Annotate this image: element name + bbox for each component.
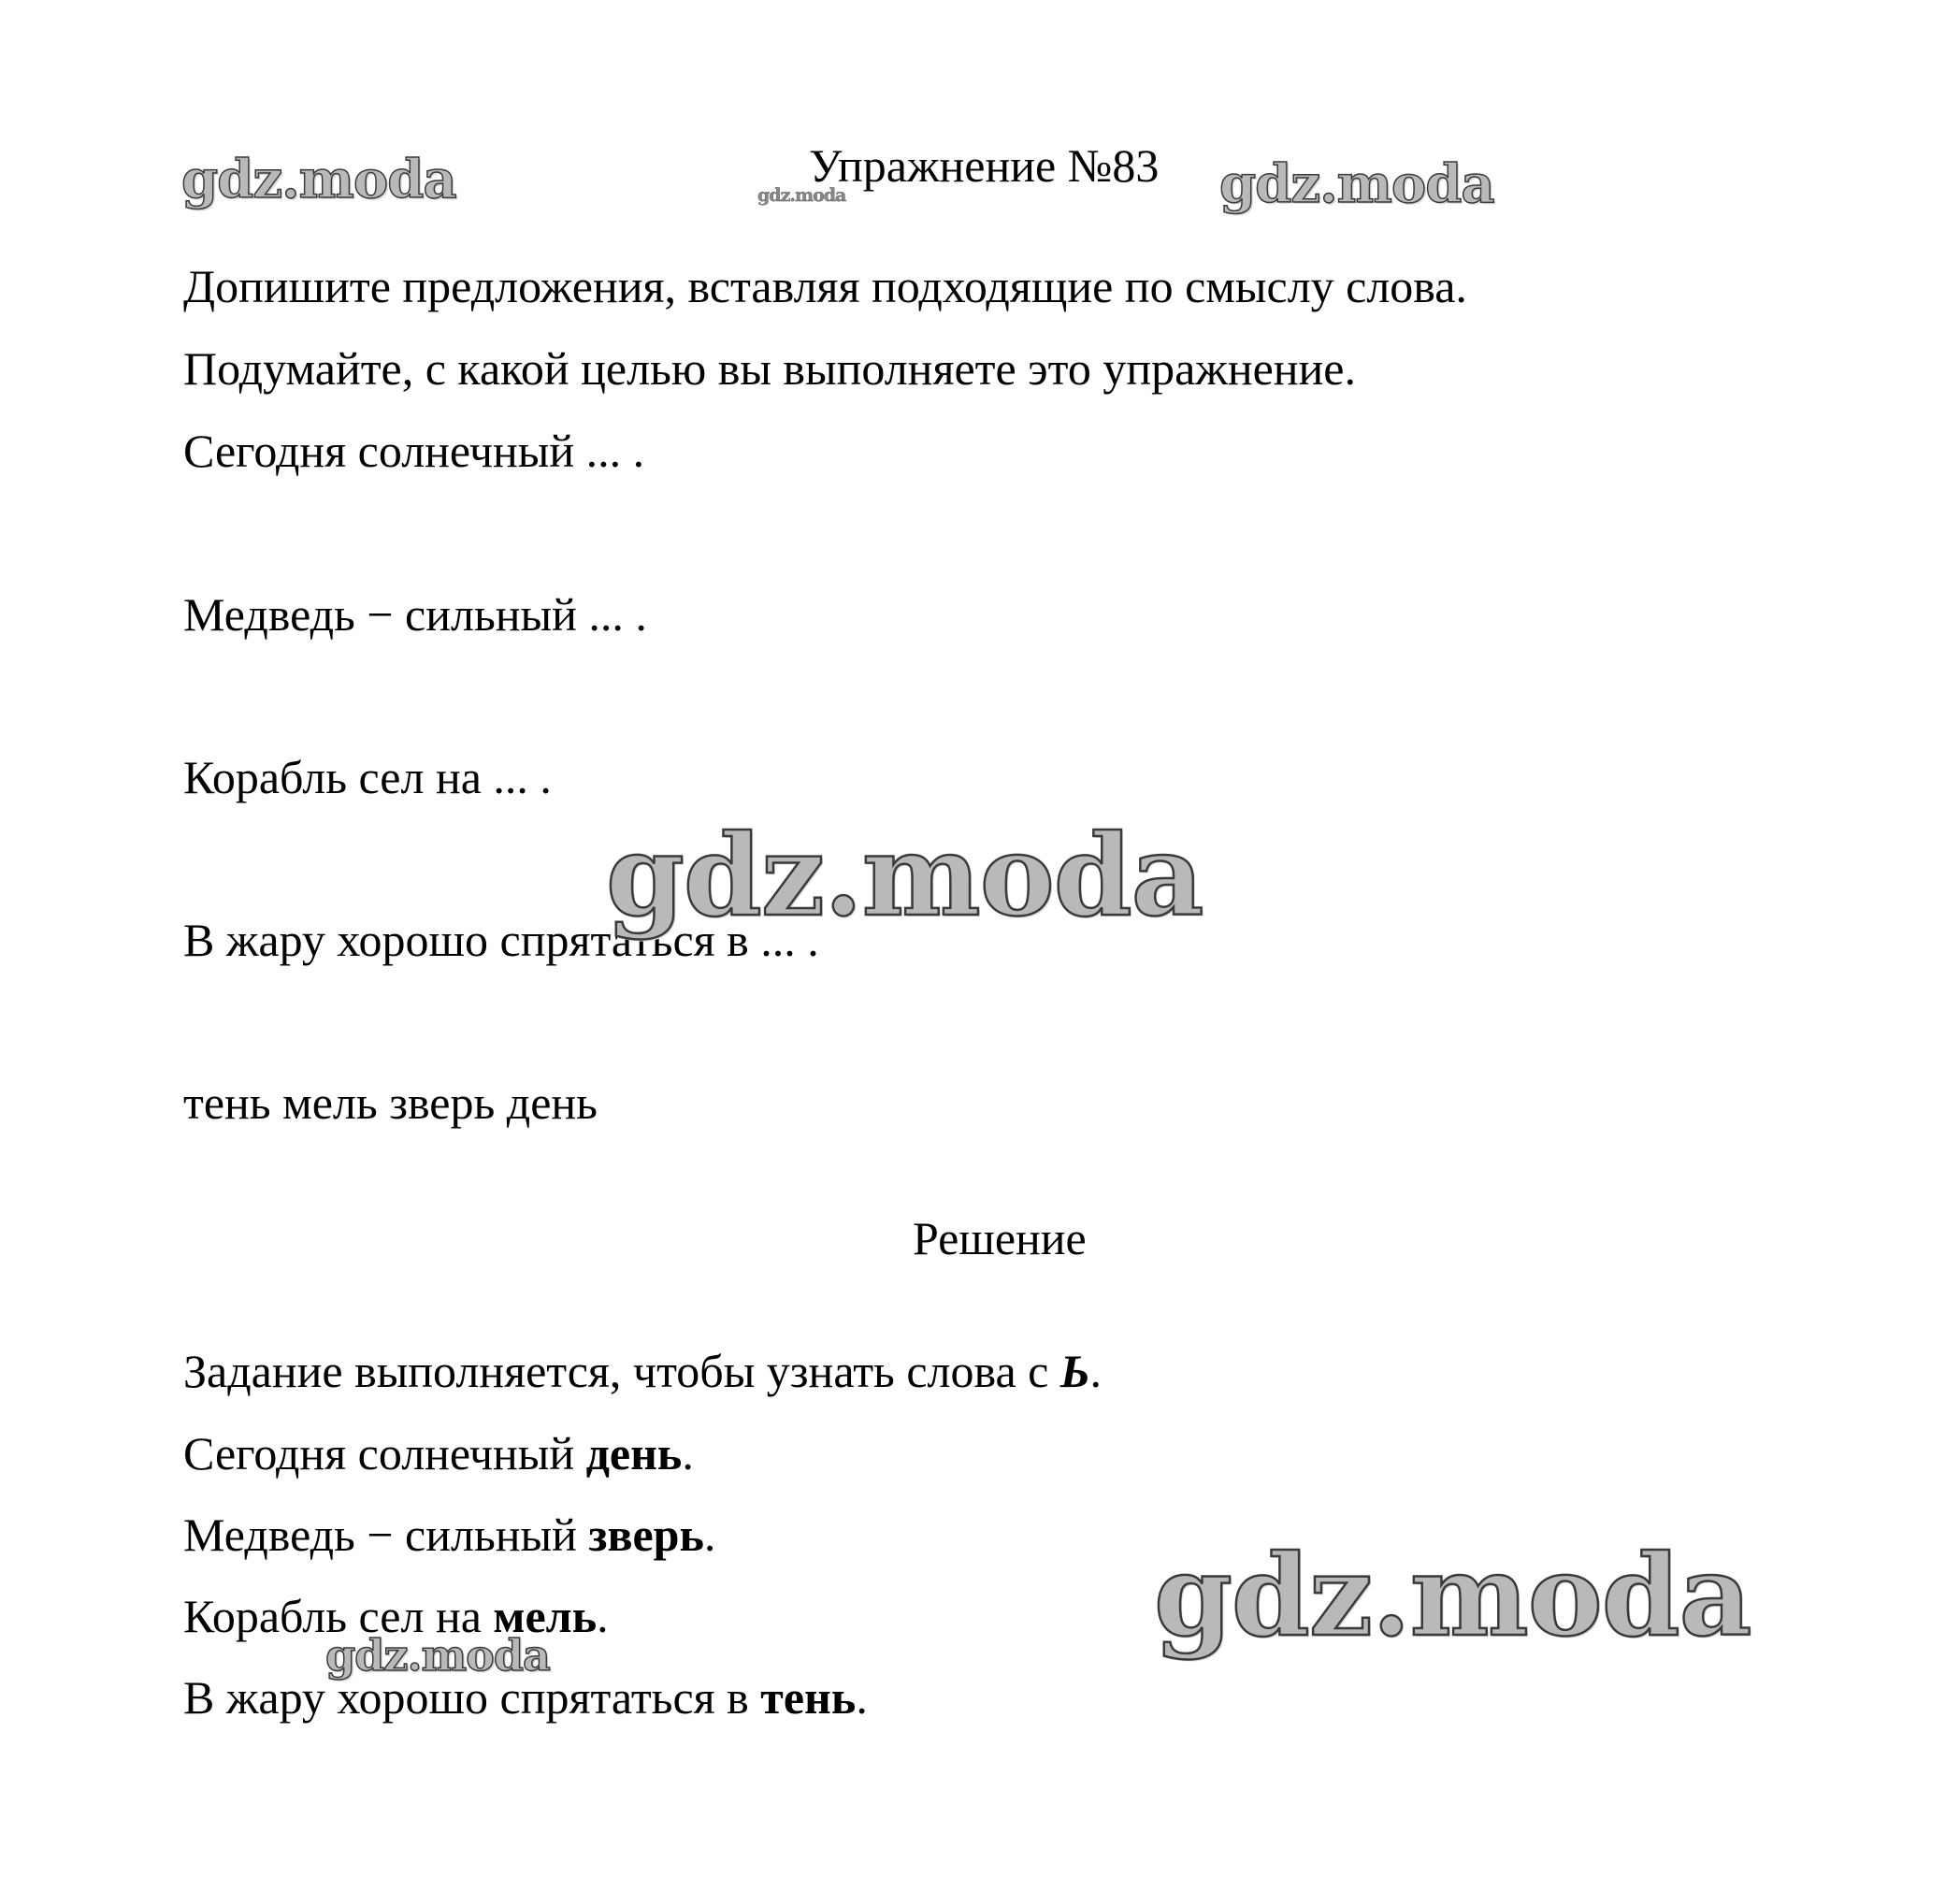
- task-sentence-2: Медведь − сильный ... .: [183, 588, 647, 641]
- word-bank: тень мель зверь день: [183, 1076, 598, 1129]
- answer-word: зверь: [588, 1508, 704, 1561]
- answer-suffix: .: [597, 1590, 609, 1642]
- answer-suffix: .: [682, 1427, 694, 1480]
- soft-sign-letter: Ь: [1059, 1345, 1090, 1397]
- answer-prefix: Сегодня солнечный: [183, 1427, 586, 1480]
- watermark-logo: gdz.moda: [325, 1630, 550, 1681]
- page-title: Упражнение №83: [809, 139, 1160, 192]
- answer-prefix: В жару хорошо спрятаться в: [183, 1671, 761, 1724]
- solution-answer-1: [183, 1425, 694, 1481]
- watermark-logo: gdz.moda: [181, 149, 456, 210]
- answer-suffix: .: [703, 1508, 716, 1561]
- solution-intro-text: Задание выполняется, чтобы узнать слова с: [183, 1345, 1060, 1397]
- task-instruction-1: Допишите предложения, вставляя подходящие по смыслу слова.: [183, 260, 1467, 312]
- answer-word: тень: [760, 1671, 857, 1724]
- task-instruction-2: Подумайте, с какой целью вы выполняете это упражнение.: [183, 342, 1356, 395]
- answer-word: день: [585, 1427, 683, 1480]
- answer-suffix: .: [856, 1671, 868, 1724]
- solution-heading: Решение: [913, 1212, 1087, 1264]
- answer-prefix: Корабль сел на: [183, 1590, 494, 1642]
- answer-prefix: Медведь − сильный: [183, 1508, 589, 1561]
- answer-word: мель: [493, 1590, 598, 1642]
- task-sentence-4: В жару хорошо спрятаться в ... .: [183, 914, 819, 966]
- solution-intro-end: .: [1089, 1345, 1102, 1397]
- watermark-logo: gdz.moda: [606, 810, 1203, 942]
- solution-answer-2: [183, 1507, 715, 1563]
- watermark-logo: gdz.moda: [1219, 153, 1494, 215]
- watermark-logo: gdz.moda: [1154, 1530, 1751, 1662]
- task-sentence-3: Корабль сел на ... .: [183, 751, 552, 803]
- task-sentence-1: Сегодня солнечный ... .: [183, 425, 645, 477]
- watermark-logo: gdz.moda: [757, 185, 846, 206]
- solution-intro: [183, 1343, 1102, 1399]
